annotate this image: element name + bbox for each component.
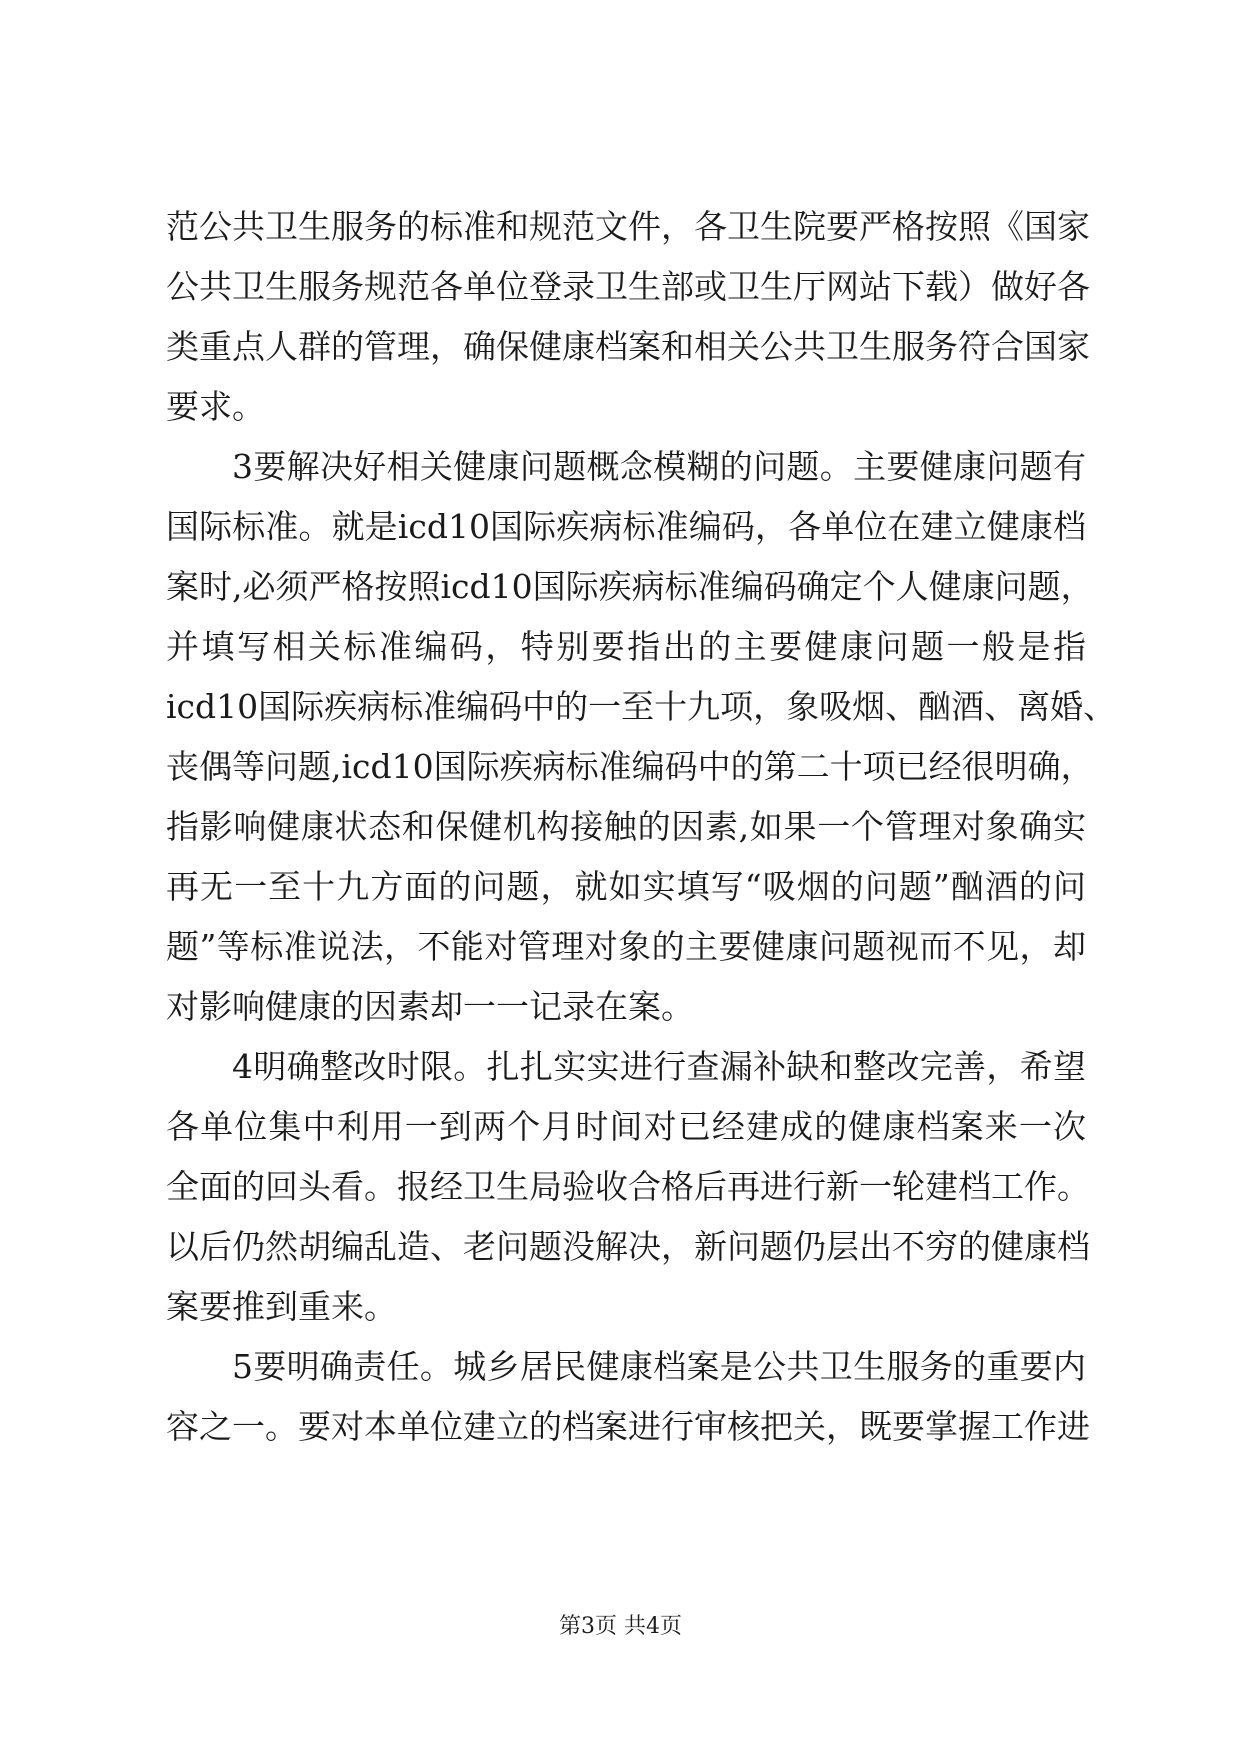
text-line: 各单位集中利用一到两个月时间对已经建成的健康档案来一次 (166, 1107, 1086, 1146)
page-footer: 第3页 共4页 (559, 1614, 682, 1639)
text-line: 案要推到重来。 (166, 1287, 397, 1326)
text-line: 并填写相关标准编码，特别要指出的主要健康问题一般是指 (166, 627, 1086, 666)
text-line: 题”等标准说法，不能对管理对象的主要健康问题视而不见，却 (166, 927, 1086, 966)
text-line: 对影响健康的因素却一一记录在案。 (166, 987, 694, 1026)
text-line: 案时,必须严格按照icd10国际疾病标准编码确定个人健康问题， (166, 567, 1094, 606)
text-line: 范公共卫生服务的标准和规范文件，各卫生院要严格按照《国家 (166, 207, 1090, 246)
text-line: 以后仍然胡编乱造、老问题没解决，新问题仍层出不穷的健康档 (166, 1227, 1090, 1266)
text-line: 指影响健康状态和保健机构接触的因素,如果一个管理对象确实 (166, 807, 1086, 846)
text-line: 类重点人群的管理，确保健康档案和相关公共卫生服务符合国家 (166, 327, 1090, 366)
paragraph-start-line: 5要明确责任。城乡居民健康档案是公共卫生服务的重要内 (232, 1347, 1086, 1386)
text-line: 要求。 (166, 387, 265, 426)
text-line: 再无一至十九方面的问题，就如实填写“吸烟的问题”酗酒的问 (166, 867, 1086, 906)
paragraph-start-line: 4明确整改时限。扎扎实实进行查漏补缺和整改完善，希望 (232, 1047, 1086, 1086)
text-line: 容之一。要对本单位建立的档案进行审核把关，既要掌握工作进 (166, 1407, 1090, 1446)
paragraph-start-line: 3要解决好相关健康问题概念模糊的问题。主要健康问题有 (232, 447, 1086, 486)
text-line: 全面的回头看。报经卫生局验收合格后再进行新一轮建档工作。 (166, 1167, 1090, 1206)
text-line: icd10国际疾病标准编码中的一至十九项，象吸烟、酗酒、离婚、 (166, 687, 1117, 726)
text-line: 国际标准。就是icd10国际疾病标准编码，各单位在建立健康档 (166, 507, 1086, 546)
text-line: 丧偶等问题,icd10国际疾病标准编码中的第二十项已经很明确， (166, 747, 1094, 786)
text-line: 公共卫生服务规范各单位登录卫生部或卫生厅网站下载）做好各 (166, 267, 1090, 306)
